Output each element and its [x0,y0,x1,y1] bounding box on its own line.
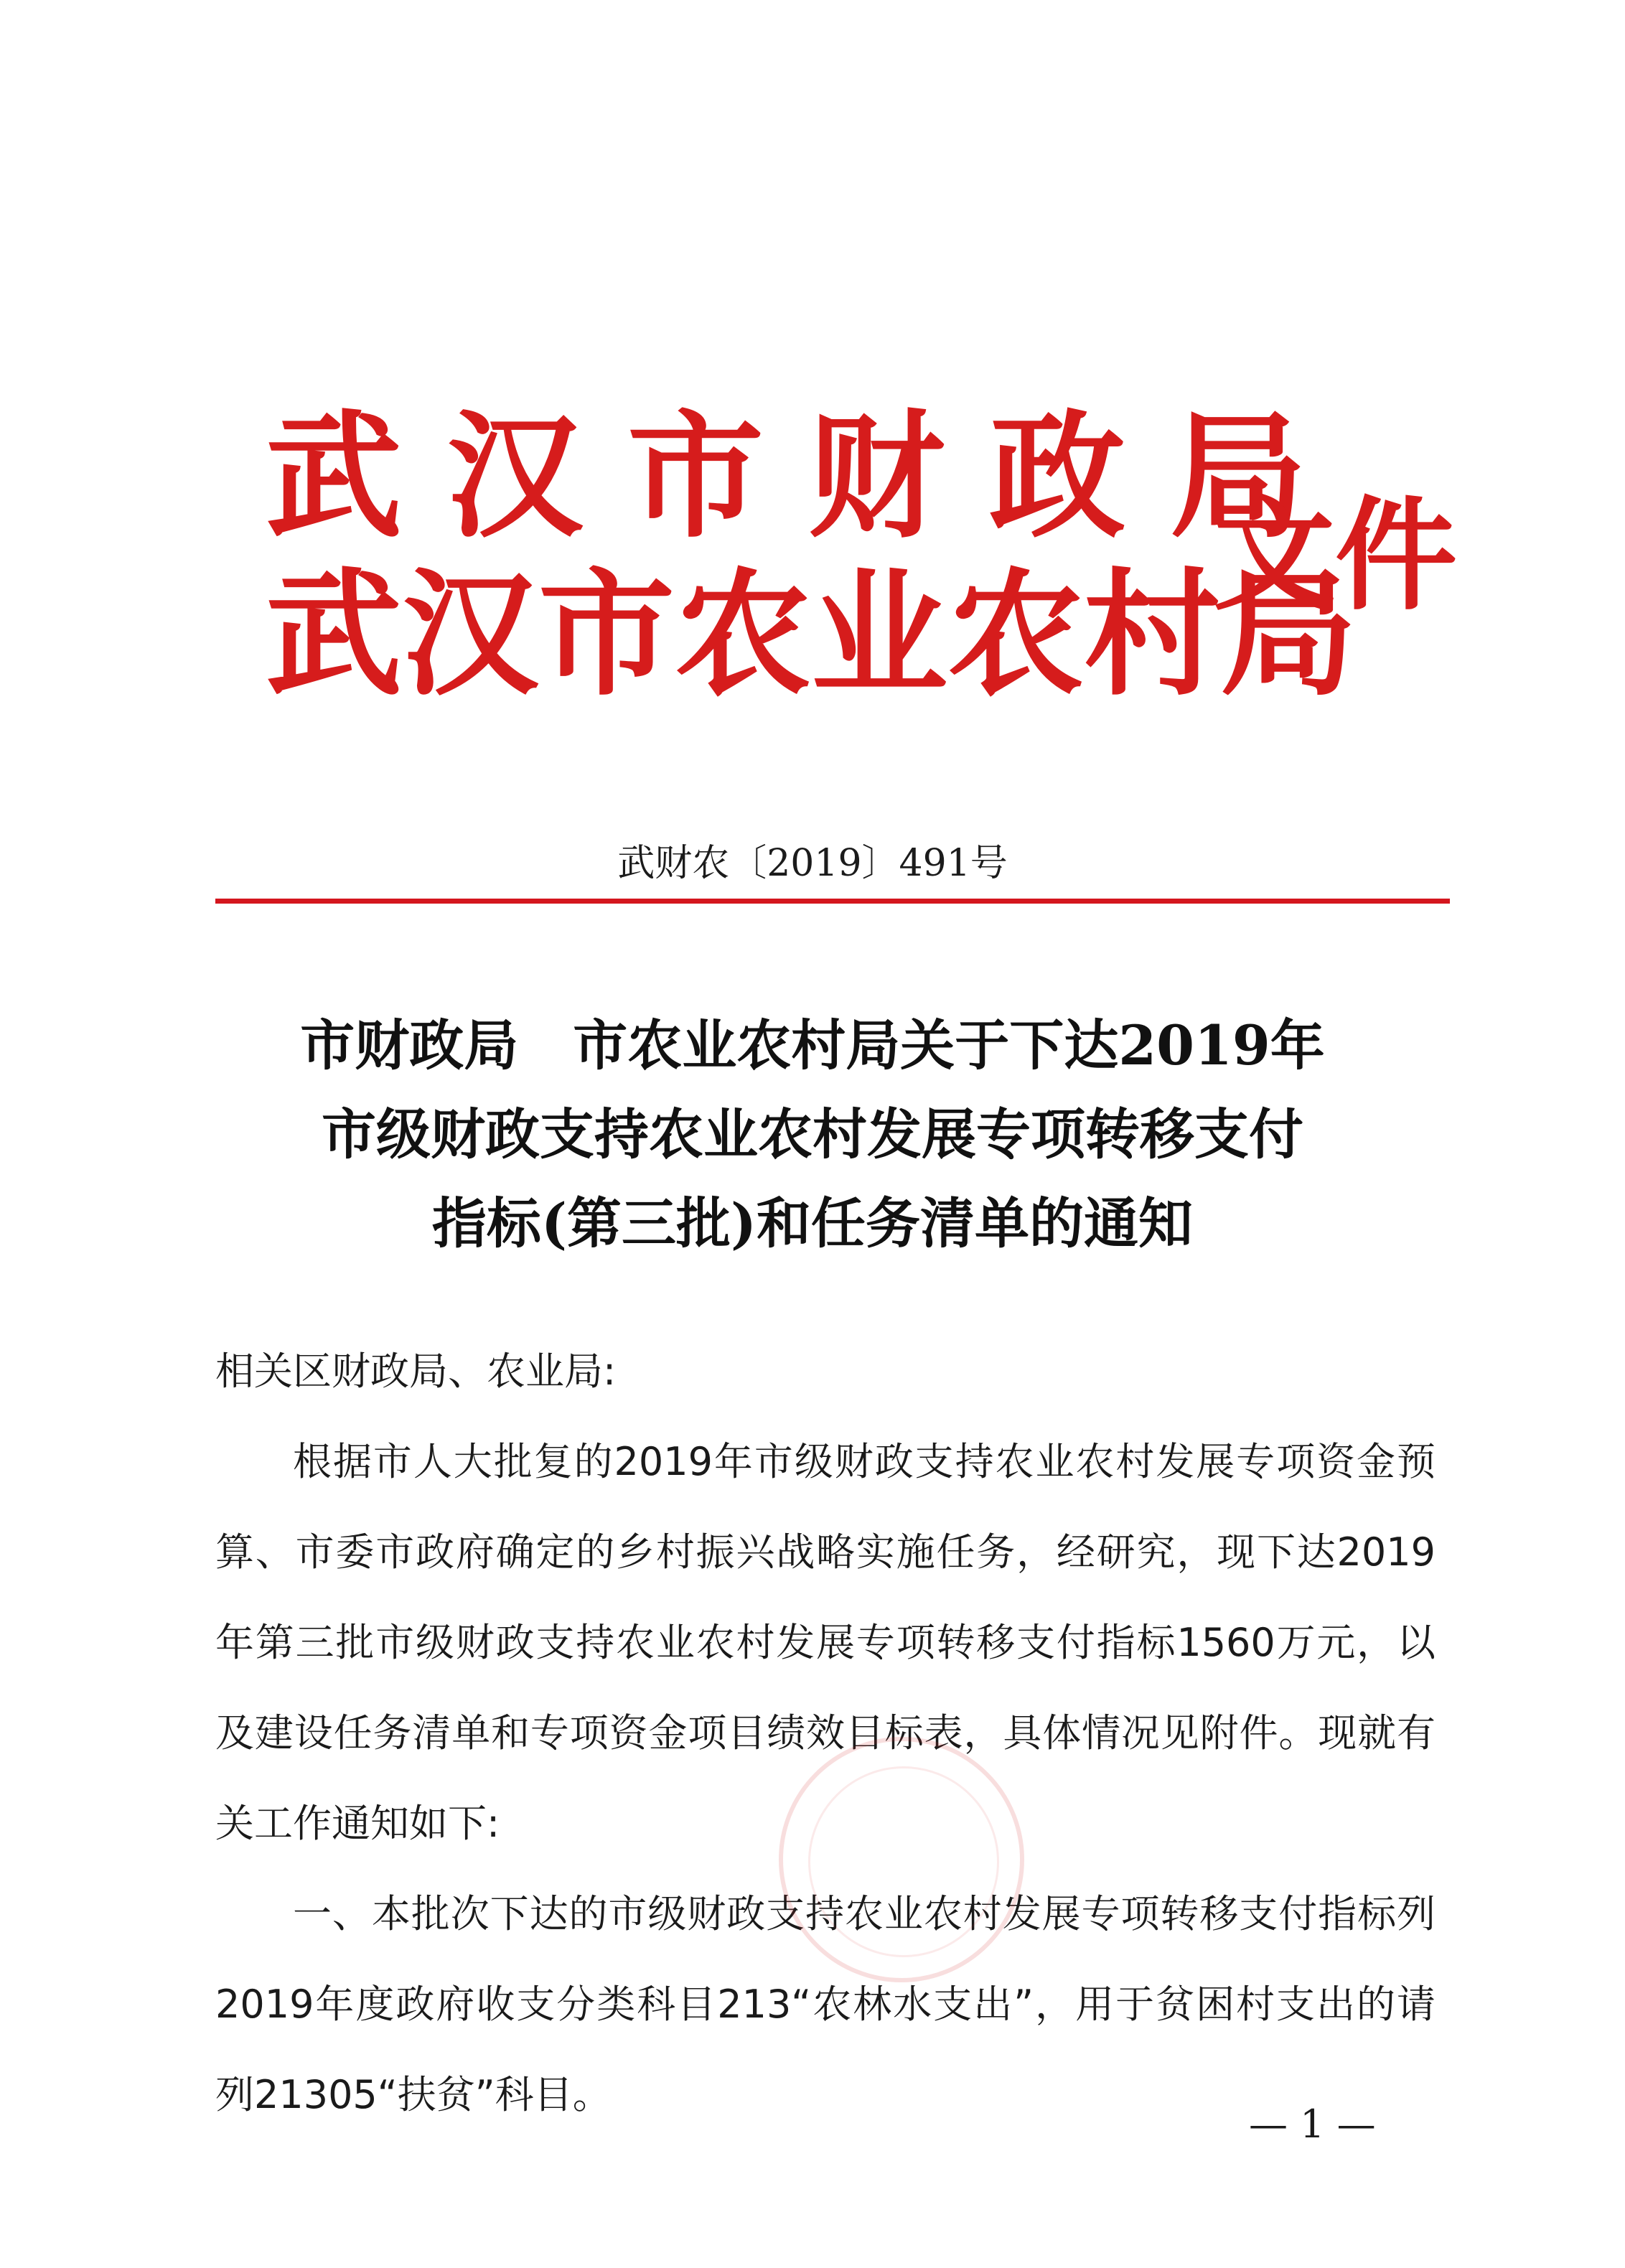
title-line: 指标(第三批)和任务清单的通知 [432,1191,1193,1255]
header-divider [215,899,1450,904]
body-paragraph: 一、本批次下达的市级财政支持农业农村发展专项转移支付指标列2019年度政府收支分类科目213“农林水支出”，用于贫困村支出的请列21305“扶贫”科目。 [215,1891,1436,2117]
document-body [215,1326,1436,2140]
body-paragraph: 根据市人大批复的2019年市级财政支持农业农村发展专项资金预算、市委市政府确定的乡村振兴战略实施任务，经研究，现下达2019年第三批市级财政支持农业农村发展专项转移支付指标1560万元，以及建设任务清单和专项资金项目绩效目标表，具体情况见附件。现就有关工作通知如下: [215,1439,1436,1846]
document-header [266,398,1458,721]
issuing-agency-agriculture: 武汉市农业农村局 [266,556,1357,714]
issuing-agency-finance: 武汉市财政局 [266,398,1352,556]
page-number: — 1 — [1249,2101,1376,2147]
salutation: 相关区财政局、农业局: [215,1349,617,1394]
title-line: 市财政局 市农业农村局关于下达2019年 [300,1013,1325,1077]
document-type-label: 文件 [1213,485,1458,627]
document-number: 武财农〔2019〕491号 [617,842,1008,885]
document-title [144,1001,1481,1268]
title-line: 市级财政支持农业农村发展专项转移支付 [322,1102,1303,1166]
